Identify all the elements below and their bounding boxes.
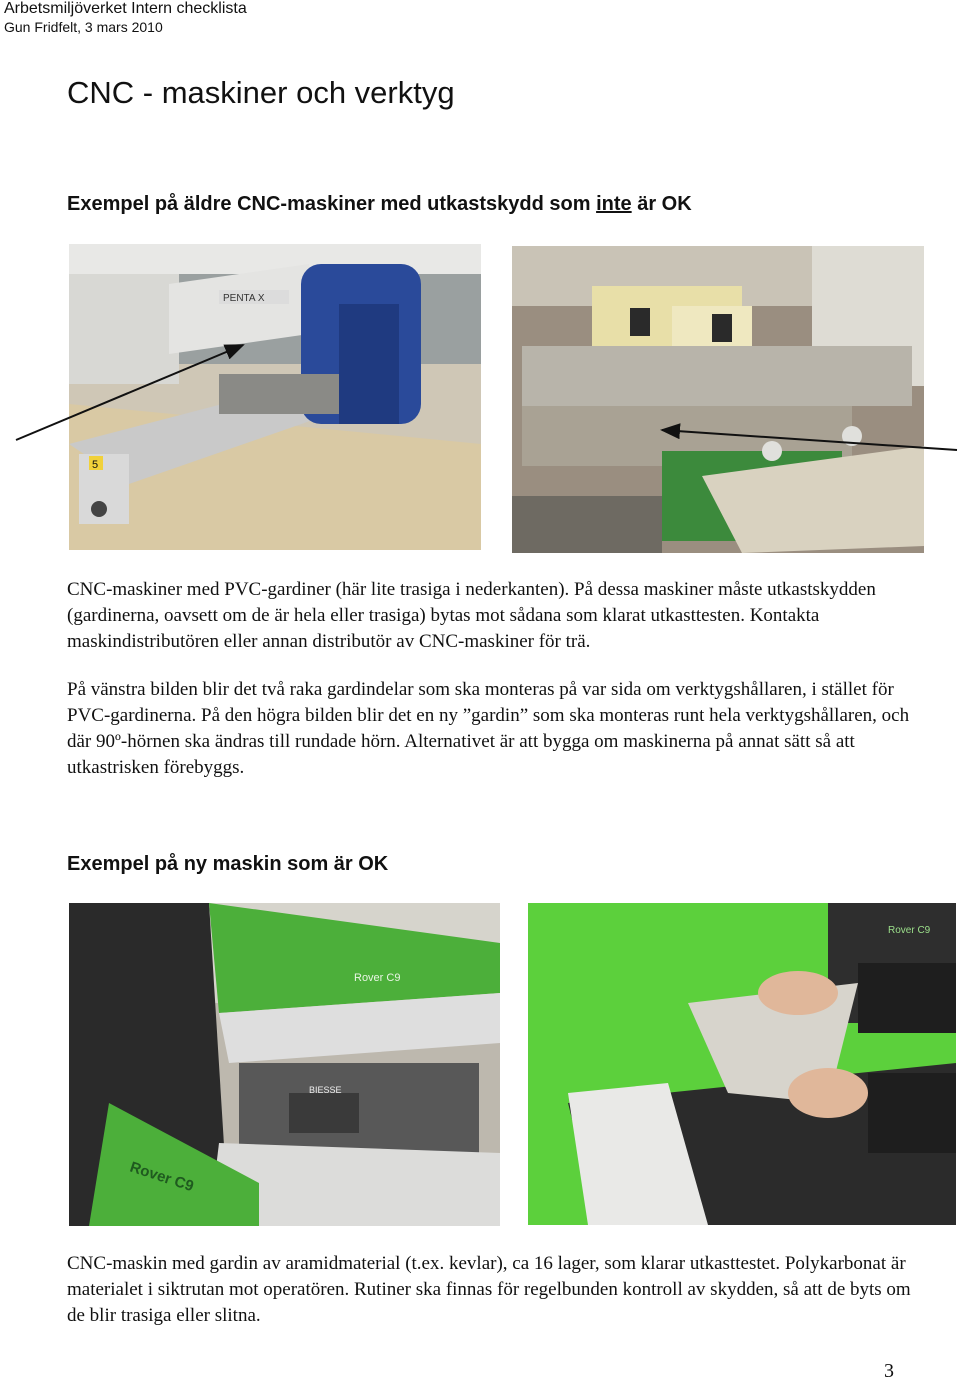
photo-old-cnc-left: [69, 244, 481, 550]
photo-old-cnc-right: [512, 246, 924, 553]
section2-heading: Exempel på ny maskin som är OK: [67, 853, 389, 875]
machine-label-top: Rover C9: [354, 972, 401, 984]
section1-heading: Exempel på äldre CNC-maskiner med utkastskydd som inte är OK: [67, 193, 692, 215]
machine-label-closeup: Rover C9: [888, 925, 931, 936]
page-title: CNC - maskiner och verktyg: [67, 75, 455, 110]
photo-brand-label: PENTA X: [223, 293, 265, 304]
photo-new-cnc-right: [528, 903, 956, 1225]
section1-paragraph1: CNC-maskiner med PVC-gardiner (här lite trasiga i nederkanten). På dessa maskiner måste utkastskydden (gardinerna, oavsett om de är hela eller trasiga) bytas mot sådana som klarat utkasttesten. Kontakta maskindistributören eller annan distributör av CNC-maskiner för trä.: [67, 579, 876, 652]
biesse-brand-label: BIESSE: [309, 1085, 342, 1095]
page-number: 3: [884, 1360, 894, 1382]
machine-label-bottom: Rover C9: [127, 1158, 196, 1196]
section2-paragraph: CNC-maskin med gardin av aramidmaterial (t.ex. kevlar), ca 16 lager, som klarar utkasttestet. Polykarbonat är materialet i siktrutan mot operatören. Rutiner ska finnas för regelbunden kontroll av skydden, så att de byts om de blir trasiga eller slitna.: [67, 1253, 911, 1326]
header-author-date: Gun Fridfelt, 3 mars 2010: [4, 19, 163, 35]
photo-number-label: 5: [92, 459, 99, 471]
header-org: Arbetsmiljöverket Intern checklista: [4, 0, 247, 17]
section1-paragraph2: På vänstra bilden blir det två raka gardindelar som ska monteras på var sida om verktygshållaren, i stället för PVC-gardinerna. På den högra bilden blir det en ny ”gardin” som ska monteras runt hela verktygshållaren, och där 90º-hörnen ska ändras till rundade hörn. Alternativet är att bygga om maskinerna på annat sätt så att utkastrisken förebyggs.: [67, 679, 910, 778]
photo-new-cnc-left: [69, 903, 500, 1226]
